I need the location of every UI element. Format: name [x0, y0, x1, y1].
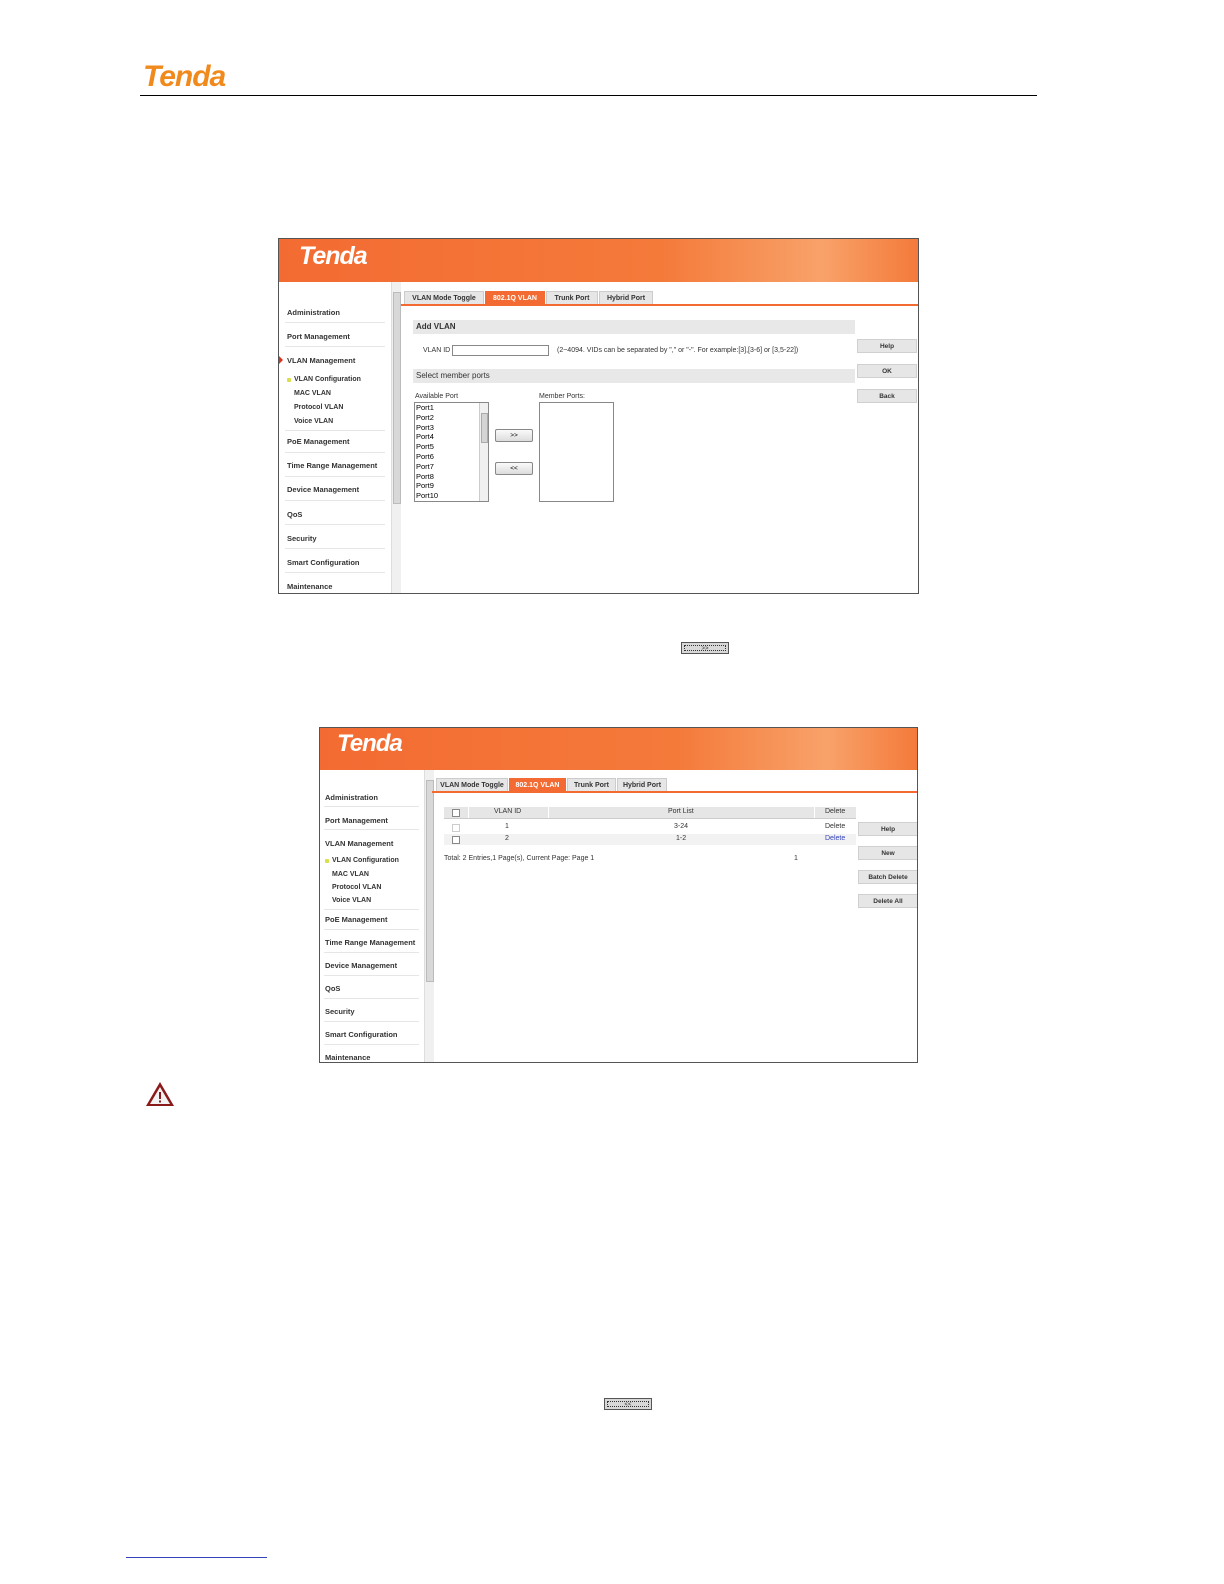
available-port-list[interactable]: [414, 402, 489, 502]
row-checkbox[interactable]: [452, 836, 460, 844]
vlan-id-hint: (2~4094. VIDs can be separated by "," or "-". For example:[3],[3-6] or [3,5-22]): [557, 347, 799, 354]
tab-8021q-vlan[interactable]: 802.1Q VLAN: [485, 291, 545, 305]
help-button[interactable]: Help: [858, 822, 918, 836]
list-item[interactable]: Port4: [416, 432, 434, 442]
tab-hybrid-port[interactable]: Hybrid Port: [617, 778, 667, 792]
tabs-underline: [401, 304, 918, 306]
sidebar-item-maintenance[interactable]: Maintenance: [325, 1053, 371, 1062]
page-number[interactable]: 1: [794, 855, 798, 862]
banner-logo: Tenda: [299, 242, 367, 270]
tab-vlan-mode-toggle[interactable]: VLAN Mode Toggle: [404, 291, 484, 305]
warning-icon: [144, 1080, 176, 1108]
pagination-summary: Total: 2 Entries,1 Page(s), Current Page: Page 1: [444, 855, 595, 862]
tab-trunk-port[interactable]: Trunk Port: [567, 778, 616, 792]
row-vlan-id: 2: [505, 835, 509, 842]
row-delete-link: Delete: [825, 823, 846, 830]
sidebar-item-voice-vlan[interactable]: Voice VLAN: [332, 897, 372, 904]
list-item[interactable]: Port3: [416, 422, 434, 432]
tab-hybrid-port[interactable]: Hybrid Port: [599, 291, 653, 305]
table-row: [444, 834, 856, 845]
add-port-button[interactable]: >>: [495, 429, 533, 442]
header-rule: [140, 95, 1037, 96]
sidebar-item-qos[interactable]: QoS: [325, 984, 341, 993]
sidebar-item-smart-configuration[interactable]: Smart Configuration: [287, 558, 360, 567]
batch-delete-button[interactable]: Batch Delete: [858, 870, 918, 884]
header-port-list: Port List: [668, 808, 694, 815]
banner: [279, 239, 918, 282]
table-row: [444, 822, 856, 833]
sidebar-item-administration[interactable]: Administration: [287, 308, 340, 317]
banner: [320, 728, 917, 770]
list-item[interactable]: Port8: [416, 471, 434, 481]
select-member-ports-title: Select member ports: [413, 369, 855, 383]
sidebar-item-mac-vlan[interactable]: MAC VLAN: [332, 871, 369, 878]
table-header: [444, 807, 856, 819]
active-arrow-icon: [279, 356, 283, 364]
tab-trunk-port[interactable]: Trunk Port: [546, 291, 598, 305]
new-button[interactable]: New: [858, 846, 918, 860]
sidebar-item-administration[interactable]: Administration: [325, 793, 378, 802]
sidebar-item-vlan-management[interactable]: VLAN Management: [325, 839, 394, 848]
sidebar: [320, 770, 424, 1062]
sidebar-item-time-range-management[interactable]: Time Range Management: [325, 938, 416, 947]
header-logo: Tenda: [143, 60, 226, 93]
bullet-icon: [287, 378, 291, 382]
member-port-list[interactable]: [539, 402, 614, 502]
list-item[interactable]: Port1: [416, 403, 434, 412]
sidebar-item-protocol-vlan[interactable]: Protocol VLAN: [294, 404, 344, 411]
row-checkbox: [452, 824, 460, 832]
list-item[interactable]: Port5: [416, 442, 434, 452]
screenshot-add-vlan: [278, 238, 919, 594]
sidebar-item-vlan-management[interactable]: VLAN Management: [287, 356, 356, 365]
sidebar-scrollbar[interactable]: [424, 770, 434, 1062]
screenshot-vlan-list: [319, 727, 918, 1063]
list-item[interactable]: Port10: [416, 491, 439, 501]
tabs-underline: [432, 791, 917, 793]
sidebar-item-security[interactable]: Security: [287, 534, 317, 543]
sidebar-item-poe-management[interactable]: PoE Management: [287, 437, 350, 446]
ok-button[interactable]: OK: [857, 364, 917, 378]
row-port-list: 3-24: [674, 823, 689, 830]
remove-port-button[interactable]: <<: [495, 462, 533, 475]
banner-logo: Tenda: [337, 730, 402, 757]
sidebar-item-mac-vlan[interactable]: MAC VLAN: [294, 390, 331, 397]
sidebar-item-vlan-configuration[interactable]: VLAN Configuration: [294, 376, 361, 383]
sidebar-item-time-range-management[interactable]: Time Range Management: [287, 461, 378, 470]
back-button[interactable]: Back: [857, 389, 917, 403]
sidebar-item-qos[interactable]: QoS: [287, 510, 303, 519]
sidebar-item-security[interactable]: Security: [325, 1007, 355, 1016]
vlan-id-label: VLAN ID: [423, 347, 451, 354]
select-all-checkbox[interactable]: [452, 809, 460, 817]
row-vlan-id: 1: [505, 823, 509, 830]
list-item[interactable]: Port9: [416, 481, 434, 491]
list-scrollbar[interactable]: [479, 403, 488, 501]
sidebar-item-device-management[interactable]: Device Management: [325, 961, 398, 970]
member-ports-label: Member Ports:: [539, 393, 585, 400]
tab-vlan-mode-toggle[interactable]: VLAN Mode Toggle: [436, 778, 508, 792]
inline-remove-button-icon: <<: [604, 1398, 652, 1410]
sidebar: [279, 282, 391, 593]
list-item[interactable]: Port7: [416, 461, 434, 471]
sidebar-item-voice-vlan[interactable]: Voice VLAN: [294, 418, 334, 425]
bullet-icon: [325, 859, 329, 863]
inline-add-button-icon: >>: [681, 642, 729, 654]
sidebar-item-vlan-configuration[interactable]: VLAN Configuration: [332, 857, 399, 864]
sidebar-item-port-management[interactable]: Port Management: [325, 816, 388, 825]
header-vlan-id: VLAN ID: [494, 808, 522, 815]
list-item[interactable]: Port6: [416, 451, 434, 461]
vlan-id-input[interactable]: [452, 345, 549, 356]
add-vlan-title: Add VLAN: [413, 320, 855, 334]
delete-all-button[interactable]: Delete All: [858, 894, 918, 908]
sidebar-item-smart-configuration[interactable]: Smart Configuration: [325, 1030, 398, 1039]
footer-link-rule: [126, 1557, 267, 1558]
help-button[interactable]: Help: [857, 339, 917, 353]
tab-8021q-vlan[interactable]: 802.1Q VLAN: [509, 778, 566, 792]
sidebar-scrollbar[interactable]: [391, 282, 401, 593]
list-item[interactable]: Port2: [416, 412, 434, 422]
sidebar-item-maintenance[interactable]: Maintenance: [287, 582, 333, 591]
row-delete-link[interactable]: Delete: [825, 835, 846, 842]
sidebar-item-device-management[interactable]: Device Management: [287, 485, 360, 494]
row-port-list: 1-2: [676, 835, 687, 842]
available-port-label: Available Port: [415, 393, 459, 400]
header-delete: Delete: [825, 808, 846, 815]
sidebar-item-port-management[interactable]: Port Management: [287, 332, 350, 341]
sidebar-item-protocol-vlan[interactable]: Protocol VLAN: [332, 884, 382, 891]
sidebar-item-poe-management[interactable]: PoE Management: [325, 915, 388, 924]
